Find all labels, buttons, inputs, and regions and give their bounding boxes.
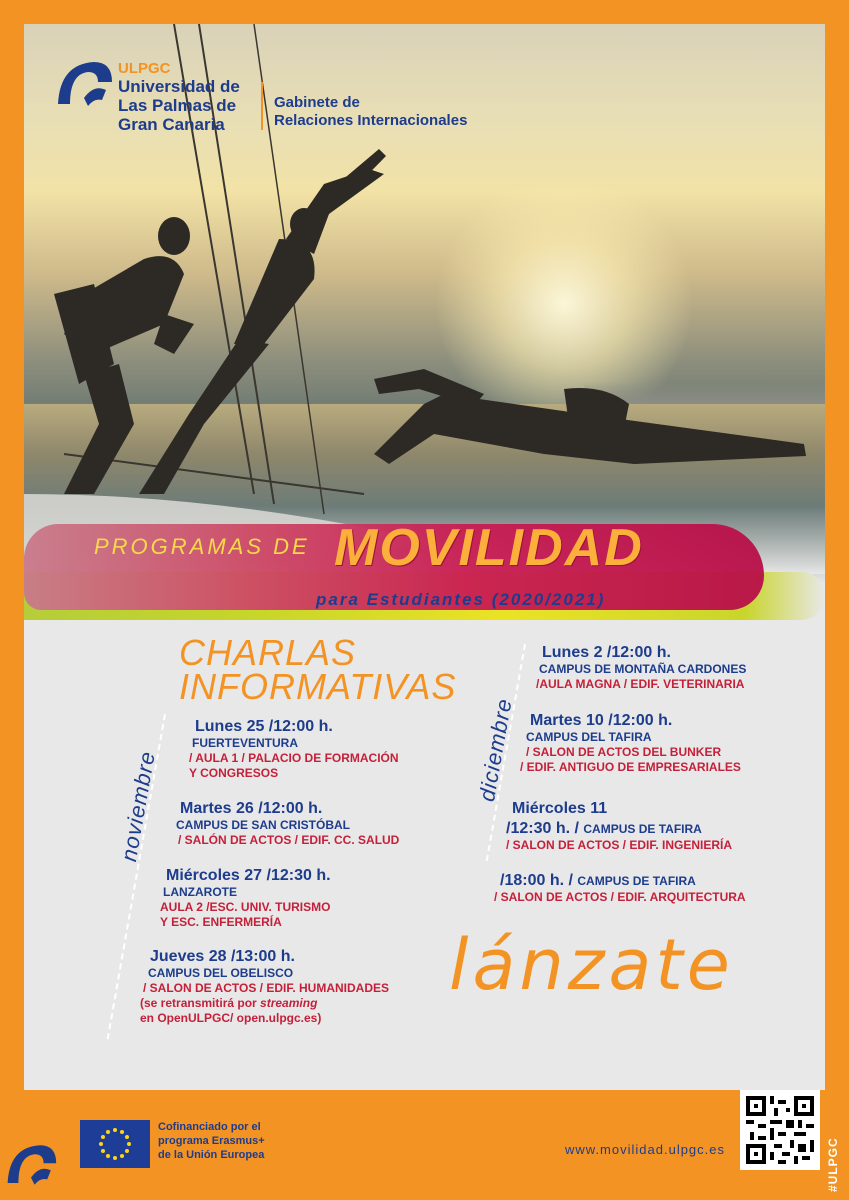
event-place: CAMPUS DE MONTAÑA CARDONES	[539, 662, 747, 676]
event-location: AULA 2 /ESC. UNIV. TURISMO	[160, 900, 331, 914]
event-date: Miércoles 27 /12:30 h.	[166, 867, 331, 884]
event-location: /AULA MAGNA / EDIF. VETERINARIA	[536, 677, 745, 691]
eu-cofinanced-text	[158, 1120, 265, 1162]
ulpgc-footer-logo-icon	[4, 1138, 58, 1192]
event-location: / SALÓN DE ACTOS / EDIF. CC. SALUD	[178, 833, 400, 847]
event-date: Martes 26 /12:00 h.	[180, 800, 323, 817]
poster-inner	[24, 24, 825, 1090]
hero-photo	[24, 24, 825, 584]
event-date: Jueves 28 /13:00 h.	[150, 948, 295, 965]
month-diciembre: diciembre	[474, 696, 517, 804]
brand-divider	[261, 82, 263, 130]
ulpgc-logo-icon	[54, 54, 114, 114]
event-dic-10	[520, 712, 741, 775]
event-dic-11-b	[494, 872, 746, 905]
charlas-line-1: CHARLAS	[179, 632, 357, 673]
event-note-em: streaming	[260, 996, 318, 1010]
event-location: / SALON DE ACTOS / EDIF. HUMANIDADES	[143, 981, 390, 995]
office-line-1: Gabinete de	[274, 94, 360, 111]
event-note	[140, 996, 389, 1011]
website-link[interactable]: www.movilidad.ulpgc.es	[565, 1142, 726, 1157]
event-place: CAMPUS DE SAN CRISTÓBAL	[176, 818, 351, 832]
title-subtitle: para Estudiantes (2020/2021)	[316, 590, 606, 609]
event-location-2: Y ESC. ENFERMERÍA	[160, 915, 282, 929]
title-prefix: PROGRAMAS DE	[94, 534, 310, 559]
event-location: / SALON DE ACTOS / EDIF. INGENIERÍA	[506, 838, 733, 852]
brand-line-1: Universidad de	[118, 77, 240, 96]
event-time-row	[500, 872, 746, 890]
event-place: CAMPUS DE TAFIRA	[577, 874, 696, 888]
qr-code[interactable]	[740, 1090, 820, 1170]
event-nov-25	[189, 718, 399, 781]
event-location: / SALON DE ACTOS DEL BUNKER	[526, 745, 722, 759]
event-location-2: / EDIF. ANTIGUO DE EMPRESARIALES	[520, 760, 741, 774]
event-time: /18:00 h. /	[500, 872, 573, 889]
event-note-text: (se retransmitirá por	[140, 996, 261, 1010]
event-place: LANZAROTE	[163, 885, 237, 899]
brand-line-2: Las Palmas de	[118, 96, 237, 115]
title-main: MOVILIDAD	[334, 519, 644, 577]
event-time-row	[506, 820, 732, 838]
event-time: /12:30 h. /	[506, 820, 579, 837]
event-dic-2	[536, 644, 746, 692]
charlas-line-2: INFORMATIVAS	[179, 666, 457, 707]
charlas-heading	[179, 632, 457, 707]
event-nov-27	[160, 867, 331, 930]
event-place: FUERTEVENTURA	[192, 736, 299, 750]
office-line-2: Relaciones Internacionales	[274, 112, 468, 129]
event-nov-26	[176, 800, 399, 848]
event-nov-28	[140, 948, 389, 1026]
event-place: CAMPUS DE TAFIRA	[583, 822, 702, 836]
brand-line-3: Gran Canaria	[118, 115, 225, 134]
eu-line-3: de la Unión Europea	[158, 1149, 265, 1161]
event-place: CAMPUS DEL TAFIRA	[526, 730, 652, 744]
event-date: Lunes 2 /12:00 h.	[542, 644, 671, 661]
event-location-2: Y CONGRESOS	[189, 766, 279, 780]
event-date: Miércoles 11	[512, 800, 608, 817]
eu-line-1: Cofinanciado por el	[158, 1121, 261, 1133]
event-note-2: en OpenULPGC/ open.ulpgc.es)	[140, 1011, 322, 1025]
event-location: / AULA 1 / PALACIO DE FORMACIÓN	[189, 751, 399, 765]
office-block	[274, 94, 467, 130]
brand-block	[118, 60, 240, 134]
month-noviembre: noviembre	[116, 748, 161, 864]
brand-short: ULPGC	[118, 60, 171, 77]
event-date: Lunes 25 /12:00 h.	[195, 718, 333, 735]
hashtag: #ULPGC	[826, 1137, 840, 1192]
event-dic-11-a	[506, 800, 732, 853]
event-location: / SALON DE ACTOS / EDIF. ARQUITECTURA	[494, 890, 746, 904]
slogan: lánzate	[449, 924, 734, 1006]
eu-line-2: programa Erasmus+	[158, 1135, 265, 1147]
event-place: CAMPUS DEL OBELISCO	[148, 966, 294, 980]
eu-flag-icon	[80, 1120, 150, 1168]
event-date: Martes 10 /12:00 h.	[530, 712, 673, 729]
